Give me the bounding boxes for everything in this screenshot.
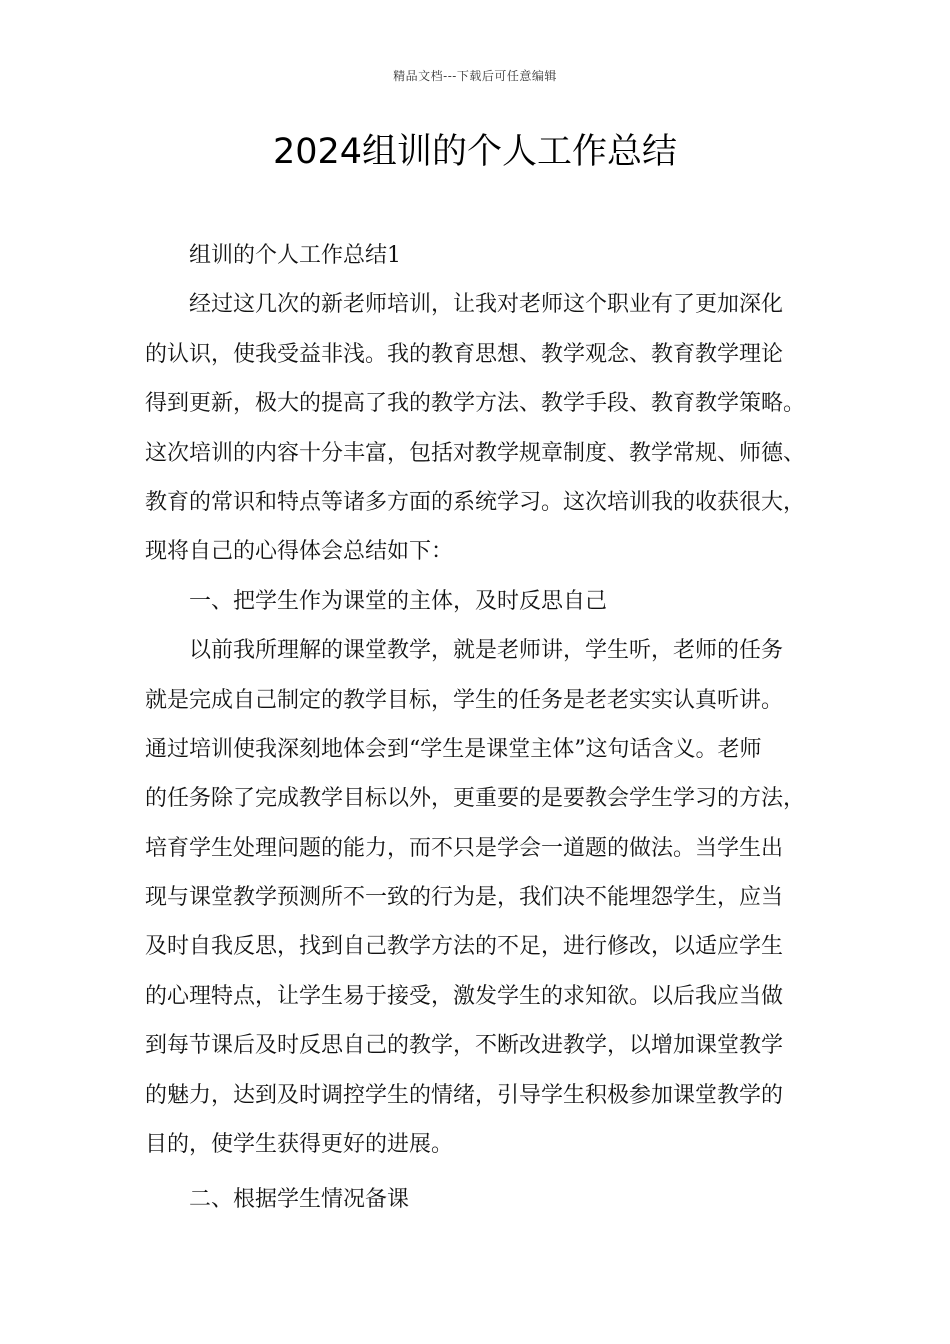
paragraph-line: 现与课堂教学预测所不一致的行为是，我们决不能埋怨学生，应当: [145, 885, 784, 911]
paragraph-line: 的魅力，达到及时调控学生的情绪，引导学生积极参加课堂教学的: [145, 1082, 784, 1108]
document-body: [145, 231, 825, 1225]
paragraph-line: 得到更新，极大的提高了我的教学方法、教学手段、教育教学策略。: [145, 391, 806, 417]
paragraph-line: 这次培训的内容十分丰富，包括对教学规章制度、教学常规、师德、: [145, 440, 806, 466]
paragraph-line: 通过培训使我深刻地体会到“学生是课堂主体”这句话含义。老师: [145, 736, 762, 762]
paragraph-line: 现将自己的心得体会总结如下：: [145, 539, 454, 565]
paragraph-line: 经过这几次的新老师培训，让我对老师这个职业有了更加深化: [189, 292, 784, 318]
paragraph-intro: [145, 280, 825, 576]
paragraph-line: 以前我所理解的课堂教学，就是老师讲，学生听，老师的任务: [189, 638, 784, 664]
document-title: 2024组训的个人工作总结: [272, 132, 678, 172]
paragraph-line: 的心理特点，让学生易于接受，激发学生的求知欲。以后我应当做: [145, 983, 784, 1009]
paragraph-line: 教育的常识和特点等诸多方面的系统学习。这次培训我的收获很大，: [145, 489, 806, 515]
paragraph-line: 的认识，使我受益非浅。我的教育思想、教学观念、教育教学理论: [145, 341, 784, 367]
paragraph-line: 的任务除了完成教学目标以外，更重要的是要教会学生学习的方法，: [145, 786, 806, 812]
paragraph-line: 目的，使学生获得更好的进展。: [145, 1132, 454, 1158]
paragraph-line: 就是完成自己制定的教学目标，学生的任务是老老实实认真听讲。: [145, 687, 784, 713]
page-header-note: 精品文档---下载后可任意编辑: [393, 69, 557, 83]
section-heading-1: 一、把学生作为课堂的主体，及时反思自己: [189, 588, 608, 614]
section-heading-2: 二、根据学生情况备课: [189, 1187, 410, 1213]
paragraph-line: 培育学生处理问题的能力，而不只是学会一道题的做法。当学生出: [145, 835, 784, 861]
paragraph-line: 到每节课后及时反思自己的教学，不断改进教学，以增加课堂教学: [145, 1033, 784, 1059]
paragraph-section-1: [145, 626, 825, 1169]
section-subtitle: 组训的个人工作总结1: [189, 243, 401, 268]
paragraph-line: 及时自我反思，找到自己教学方法的不足，进行修改，以适应学生: [145, 934, 784, 960]
